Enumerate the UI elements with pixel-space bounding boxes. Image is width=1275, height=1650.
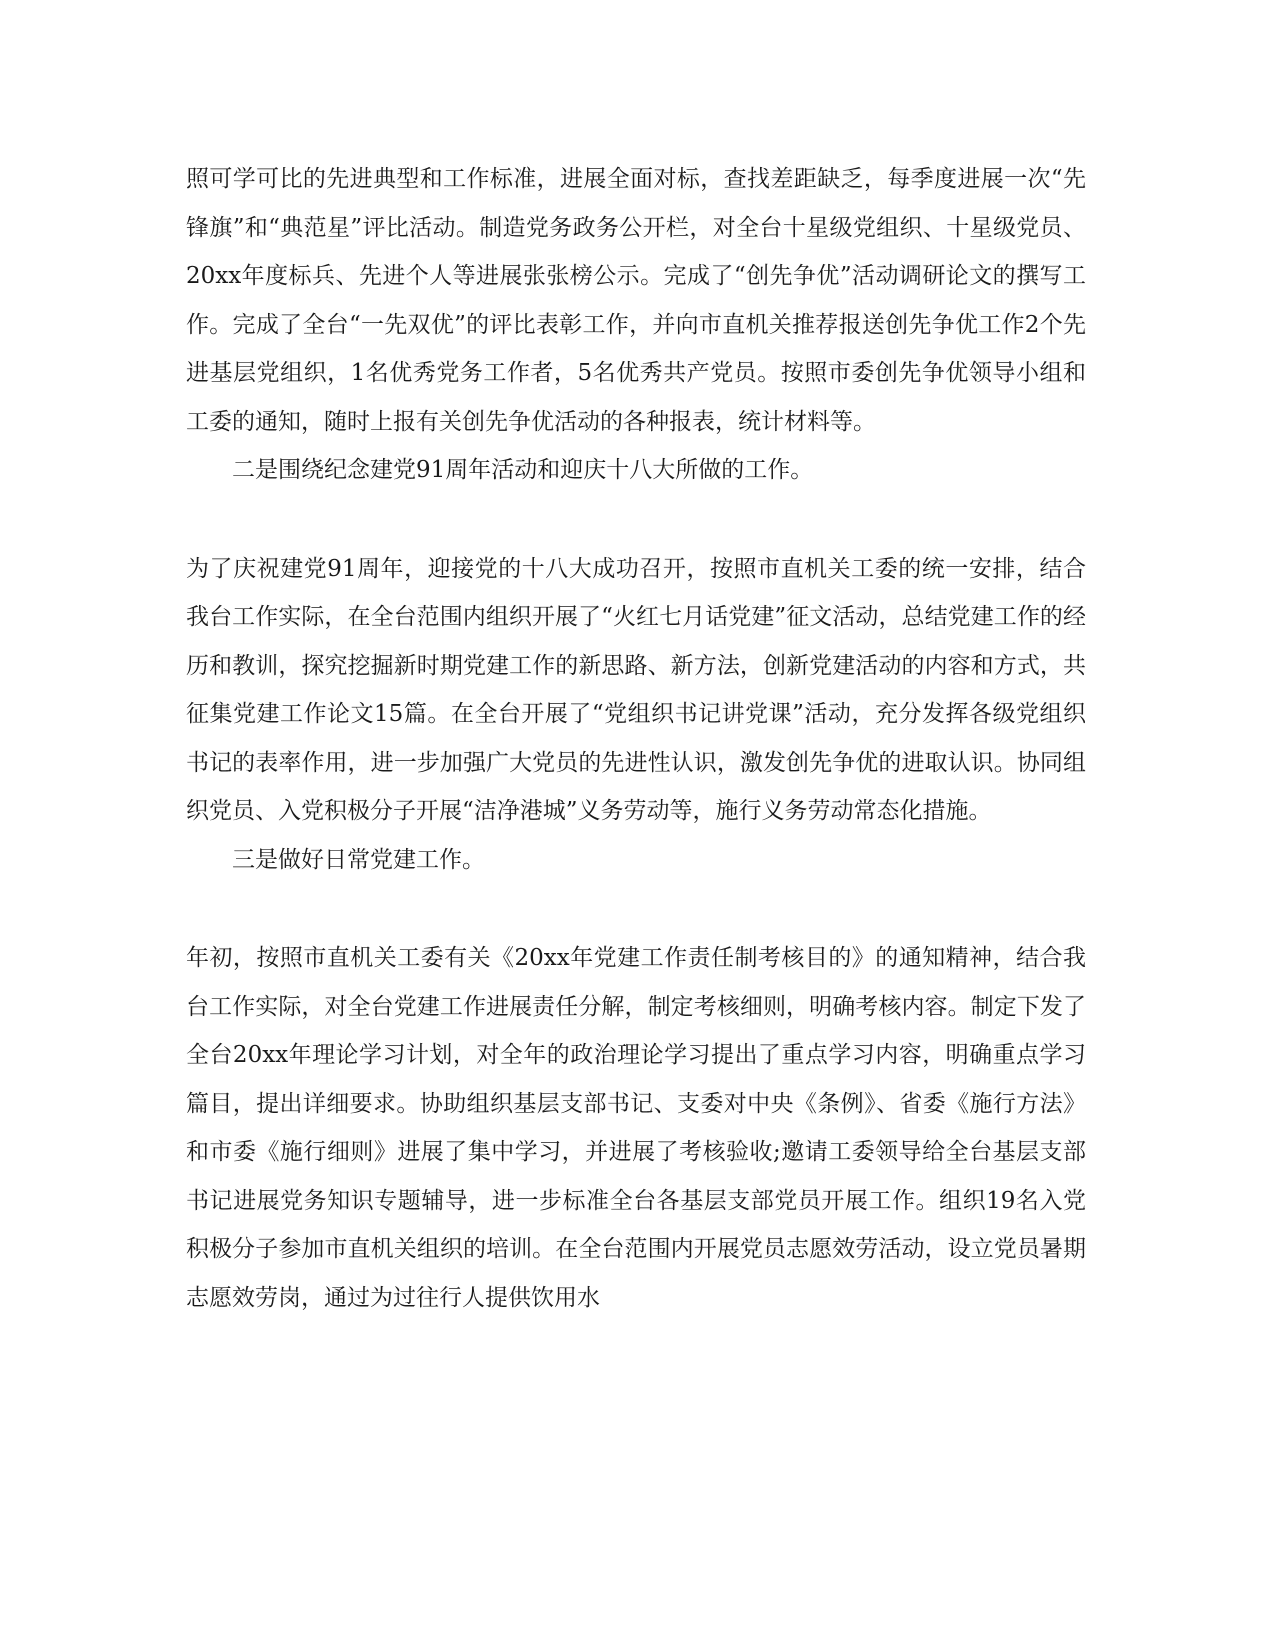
section-heading-two: 二是围绕纪念建党91周年活动和迎庆十八大所做的工作。 <box>232 457 814 483</box>
paragraph-continuation: 照可学可比的先进典型和工作标准，进展全面对标，查找差距缺乏，每季度进展一次“先锋旗”和“典范星”评比活动。制造党务政务公开栏，对全台十星级党组织、十星级党员、20xx年度标兵、先进个人等进展张张榜公示。完成了“创先争优”活动调研论文的撰写工作。完成了全台“一先双优”的评比表彰工作，并向市直机关推荐报送创先争优工作2个先进基层党组织，1名优秀党务工作者，5名优秀共产党员。按照市委创先争优领导小组和工委的通知，随时上报有关创先争优活动的各种报表，统计材料等。 <box>186 166 1086 435</box>
document-body <box>186 155 1086 1322</box>
section-heading-three: 三是做好日常党建工作。 <box>232 846 485 873</box>
paragraph-anniversary: 为了庆祝建党91周年，迎接党的十八大成功召开，按照市直机关工委的统一安排，结合我台工作实际，在全台范围内组织开展了“火红七月话党建”征文活动，总结党建工作的经历和教训，探究挖掘新时期党建工作的新思路、新方法，创新党建活动的内容和方式，共征集党建工作论文15篇。在全台开展了“党组织书记讲党课”活动，充分发挥各级党组织书记的表率作用，进一步加强广大党员的先进性认识，激发创先争优的进取认识。协同组织党员、入党积极分子开展“洁净港城”义务劳动等，施行义务劳动常态化措施。 <box>186 555 1086 824</box>
paragraph-gap <box>186 495 1086 545</box>
paragraph-daily-work: 年初，按照市直机关工委有关《20xx年党建工作责任制考核目的》的通知精神，结合我台工作实际，对全台党建工作进展责任分解，制定考核细则，明确考核内容。制定下发了全台20xx年理论学习计划，对全年的政治理论学习提出了重点学习内容，明确重点学习篇目，提出详细要求。协助组织基层支部书记、支委对中央《条例》、省委《施行方法》和市委《施行细则》进展了集中学习，并进展了考核验收;邀请工委领导给全台基层支部书记进展党务知识专题辅导，进一步标准全台各基层支部党员开展工作。组织19名入党积极分子参加市直机关组织的培训。在全台范围内开展党员志愿效劳活动，设立党员暑期志愿效劳岗，通过为过往行人提供饮用水 <box>186 945 1086 1311</box>
paragraph-gap <box>186 884 1086 934</box>
